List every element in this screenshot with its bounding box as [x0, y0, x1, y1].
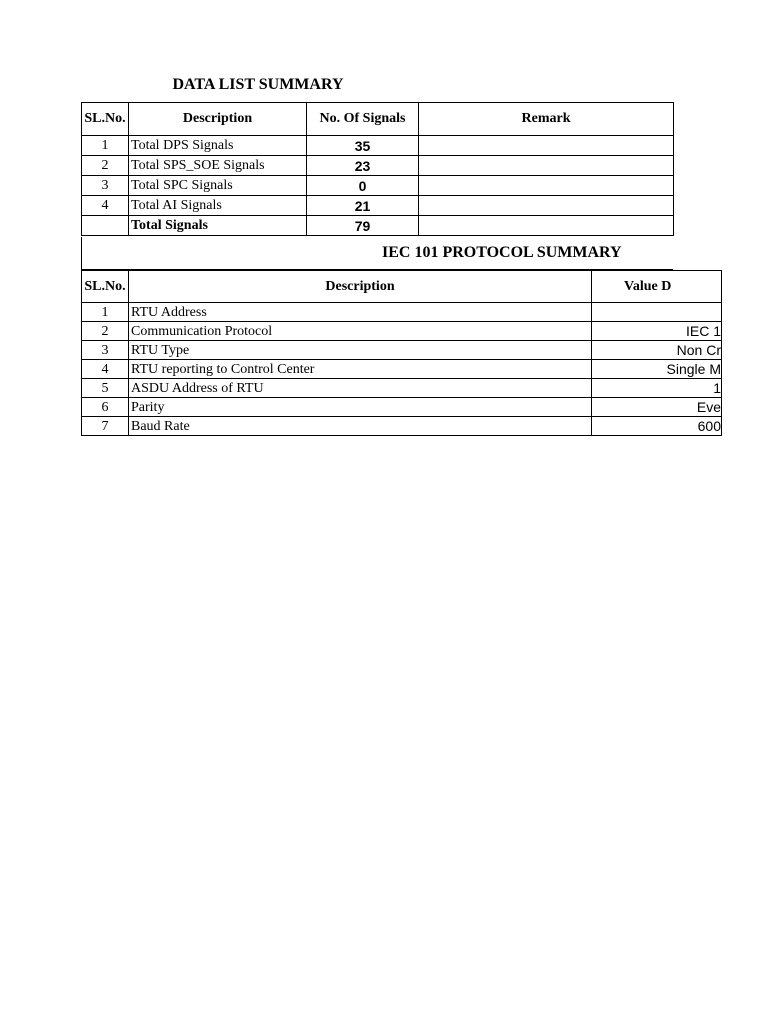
cell-description: Total DPS Signals	[129, 136, 307, 156]
data-list-header-row	[82, 103, 674, 136]
header-description: Description	[129, 103, 307, 136]
cell-value: Eve	[592, 398, 722, 417]
protocol-title: IEC 101 PROTOCOL SUMMARY	[382, 244, 622, 261]
cell-description: Baud Rate	[129, 417, 592, 436]
protocol-header-row	[82, 271, 722, 303]
cell-sl: 6	[82, 398, 129, 417]
header-value: Value D	[592, 271, 722, 303]
cell-sl: 4	[82, 360, 129, 379]
cell-description: ASDU Address of RTU	[129, 379, 592, 398]
cell-sl: 4	[82, 196, 129, 216]
cell-total-signals: 79	[307, 216, 419, 236]
cell-description: RTU Address	[129, 303, 592, 322]
cell-description: RTU reporting to Control Center	[129, 360, 592, 379]
protocol-table	[81, 270, 722, 436]
header-no-of-signals: No. Of Signals	[307, 103, 419, 136]
table-row	[82, 417, 722, 436]
cell-sl: 2	[82, 322, 129, 341]
cell-description: Communication Protocol	[129, 322, 592, 341]
cell-value: IEC 1	[592, 322, 722, 341]
header-sl-no: SL.No.	[82, 103, 129, 136]
cell-signals: 21	[307, 196, 419, 216]
table-row	[82, 360, 722, 379]
table-row	[82, 322, 722, 341]
table-row	[82, 341, 722, 360]
data-list-title	[0, 76, 768, 98]
cell-remark	[419, 196, 674, 216]
cell-description: Total AI Signals	[129, 196, 307, 216]
data-list-title-text: DATA LIST SUMMARY	[172, 76, 344, 93]
table-row	[82, 176, 674, 196]
table-row	[82, 379, 722, 398]
cell-sl: 5	[82, 379, 129, 398]
spreadsheet-area	[81, 102, 721, 440]
cell-signals: 35	[307, 136, 419, 156]
table-row	[82, 196, 674, 216]
cell-value: Non Cr	[592, 341, 722, 360]
cell-total-label: Total Signals	[129, 216, 307, 236]
cell-value: 600	[592, 417, 722, 436]
cell-description: RTU Type	[129, 341, 592, 360]
cell-sl: 1	[82, 303, 129, 322]
cell-sl: 3	[82, 176, 129, 196]
table-row	[82, 156, 674, 176]
header-description: Description	[129, 271, 592, 303]
data-list-table	[81, 102, 674, 236]
header-remark: Remark	[419, 103, 674, 136]
cell-sl: 3	[82, 341, 129, 360]
cell-description: Total SPS_SOE Signals	[129, 156, 307, 176]
cell-sl: 1	[82, 136, 129, 156]
table-row	[82, 398, 722, 417]
header-sl-no: SL.No.	[82, 271, 129, 303]
table-row	[82, 136, 674, 156]
cell-description: Total SPC Signals	[129, 176, 307, 196]
cell-value: Single M	[592, 360, 722, 379]
cell-remark	[419, 136, 674, 156]
cell-sl-empty	[82, 216, 129, 236]
cell-value	[592, 303, 722, 322]
cell-remark	[419, 176, 674, 196]
cell-total-remark	[419, 216, 674, 236]
cell-sl: 2	[82, 156, 129, 176]
cell-signals: 23	[307, 156, 419, 176]
total-row	[82, 216, 674, 236]
cell-description: Parity	[129, 398, 592, 417]
cell-signals: 0	[307, 176, 419, 196]
table-row	[82, 303, 722, 322]
cell-remark	[419, 156, 674, 176]
cell-value: 1	[592, 379, 722, 398]
cell-sl: 7	[82, 417, 129, 436]
protocol-title-row	[81, 237, 673, 270]
